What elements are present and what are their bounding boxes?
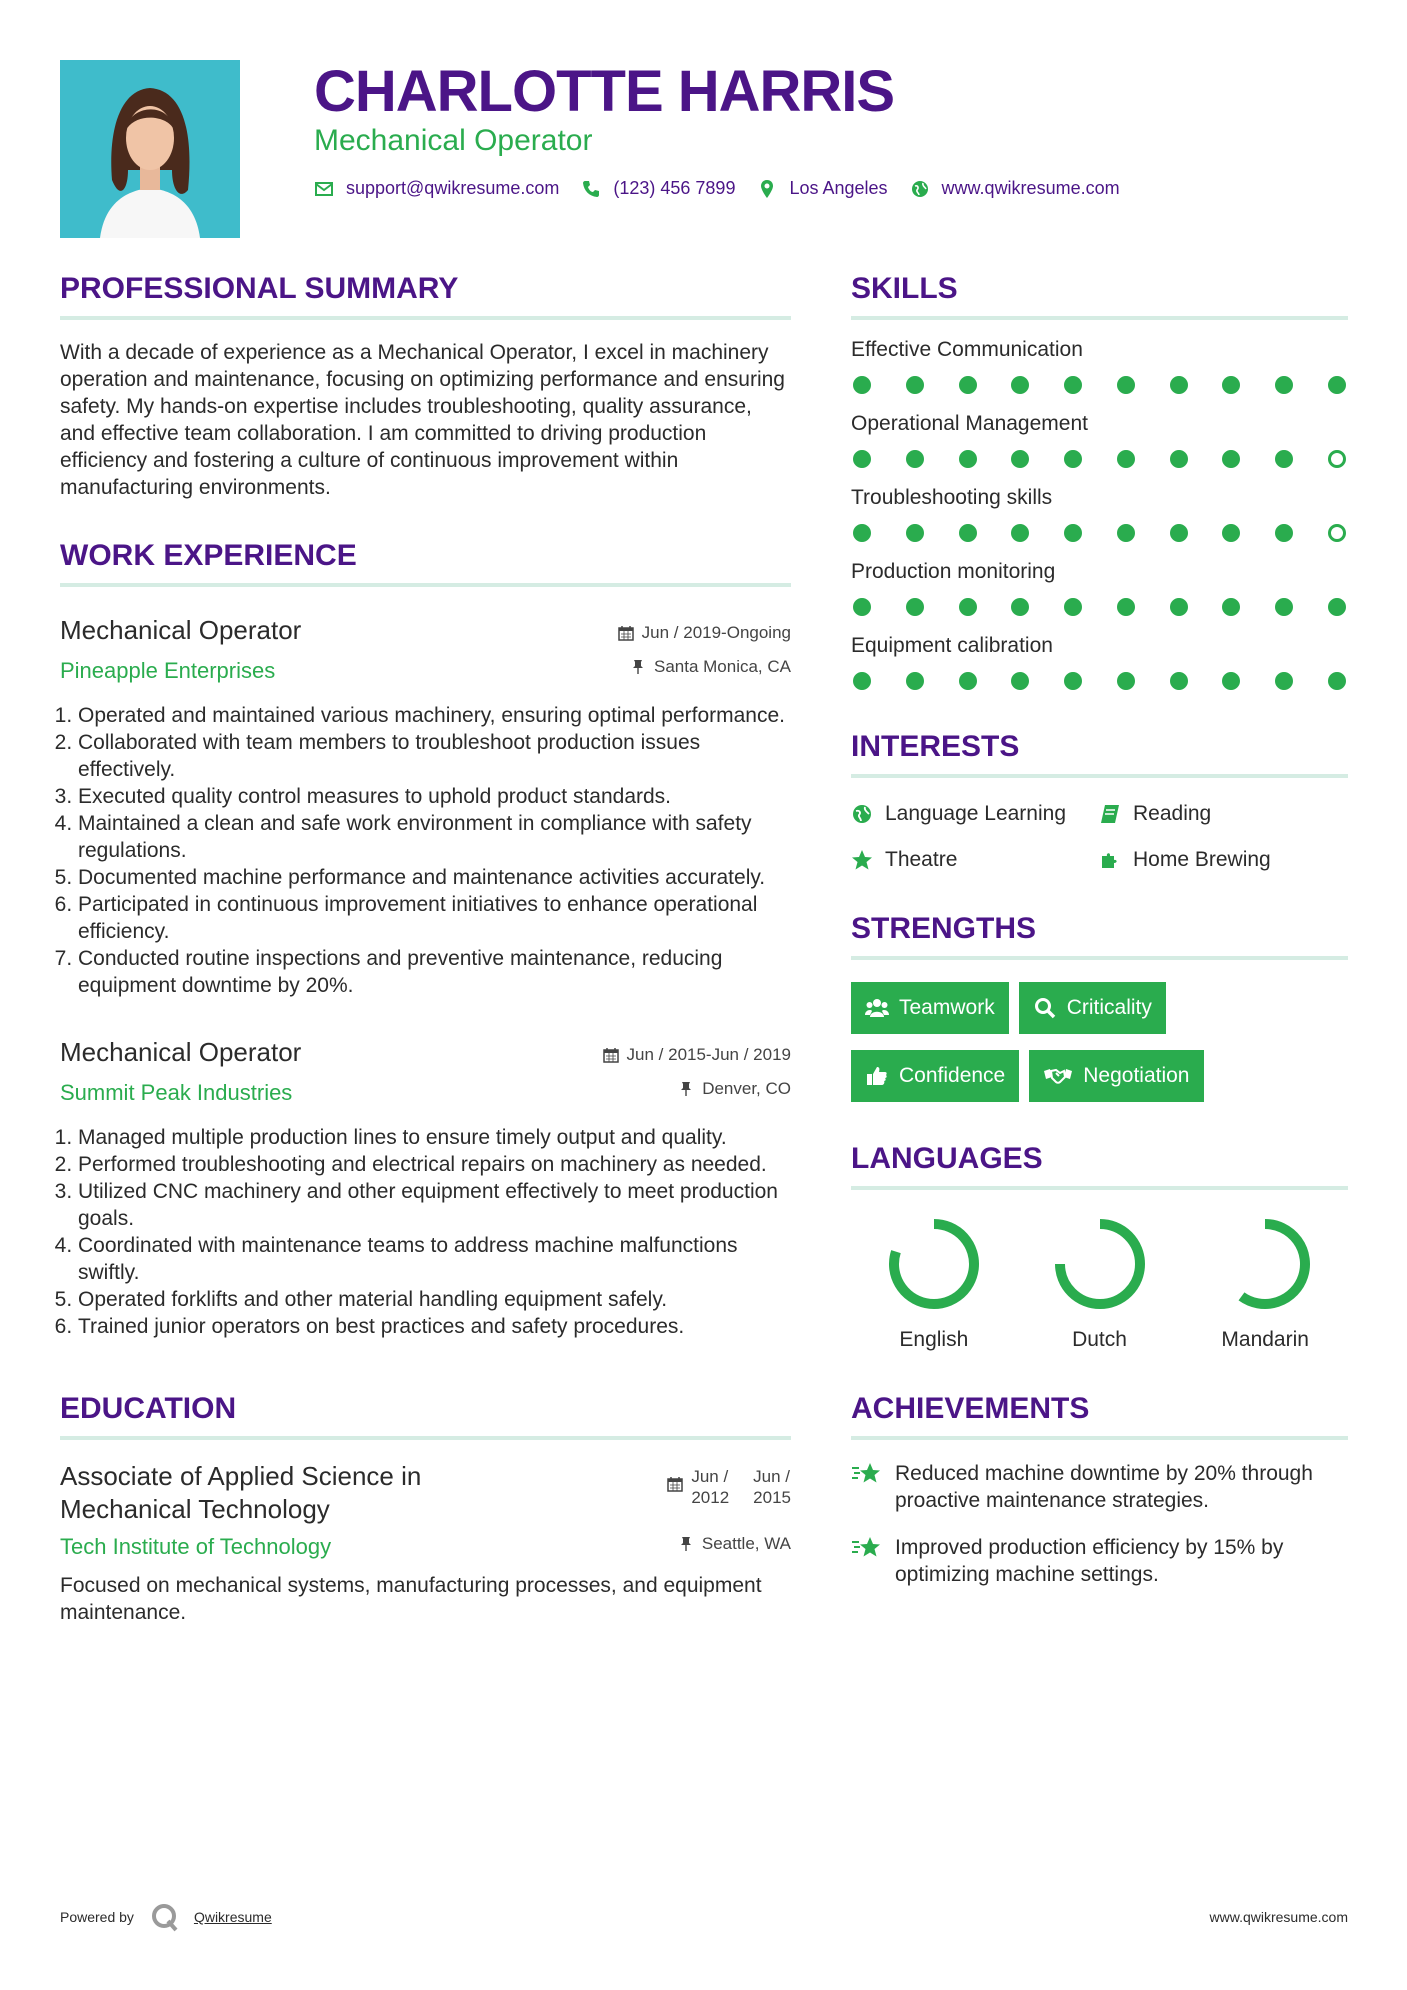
strength-label: Teamwork [899, 996, 995, 1019]
achievements-list [851, 1460, 1348, 1588]
right-column [851, 272, 1348, 1588]
skill-dot-filled [959, 672, 977, 690]
skill-dot-filled [1064, 376, 1082, 394]
skill-dot-filled [1275, 376, 1293, 394]
skill-dot-filled [906, 598, 924, 616]
list-item: 1. Managed multiple production lines to ensure timely output and quality. [78, 1124, 791, 1151]
skill-dot-filled [906, 376, 924, 394]
interest-label: Theatre [885, 848, 958, 871]
globe-icon [910, 179, 930, 199]
job-duties-list [60, 702, 791, 999]
skill-rating [851, 598, 1348, 616]
job-entry [60, 615, 791, 999]
job-entry-date [618, 623, 791, 643]
skill-dot-filled [959, 376, 977, 394]
education-heading: EDUCATION [60, 1392, 791, 1440]
skill-item [851, 338, 1348, 394]
achievement-item [851, 1460, 1348, 1514]
skill-dot-filled [1011, 376, 1029, 394]
skill-dot-filled [1011, 598, 1029, 616]
skill-item [851, 486, 1348, 542]
skill-rating [851, 672, 1348, 690]
job-entry-location-text: Denver, CO [702, 1079, 791, 1098]
job-entry-company: Summit Peak Industries [60, 1080, 293, 1105]
skill-item [851, 560, 1348, 616]
powered-by-label: Powered by [60, 1909, 134, 1925]
education-end-month: Jun / [753, 1467, 791, 1486]
phone-icon [581, 179, 601, 199]
contact-phone[interactable]: (123) 456 7899 [613, 178, 736, 198]
skill-dot-filled [1222, 524, 1240, 542]
handshake-icon [1043, 1065, 1073, 1087]
left-column [60, 272, 791, 1626]
skill-dot-filled [1117, 598, 1135, 616]
list-item: 3. Executed quality control measures to uphold product standards. [78, 783, 791, 810]
skill-label: Troubleshooting skills [851, 486, 1053, 509]
education-description: Focused on mechanical systems, manufacturing processes, and equipment maintenance. [60, 1574, 762, 1624]
skill-dot-filled [1011, 672, 1029, 690]
strength-label: Negotiation [1083, 1064, 1190, 1087]
interests-heading: INTERESTS [851, 730, 1348, 778]
interest-item [851, 802, 1099, 826]
education-degree: Associate of Applied Science in Mechanical Technology [60, 1461, 422, 1524]
language-level-arc [1242, 1224, 1306, 1304]
interests-list [851, 802, 1348, 872]
job-title: Mechanical Operator [314, 124, 593, 157]
list-item: 2. Collaborated with team members to troubleshoot production issues effectively. [78, 729, 791, 783]
skill-dot-filled [1064, 524, 1082, 542]
skill-dot-filled [1170, 598, 1188, 616]
language-name: English [899, 1328, 969, 1351]
achievements-heading: ACHIEVEMENTS [851, 1392, 1348, 1440]
profile-photo [60, 60, 240, 238]
footer-website[interactable]: www.qwikresume.com [1209, 1909, 1348, 1925]
language-name: Dutch [1072, 1328, 1127, 1351]
job-entry-date [603, 1045, 791, 1065]
skill-dot-filled [1011, 524, 1029, 542]
skill-dot-filled [853, 450, 871, 468]
strength-chip [1029, 1050, 1203, 1102]
interest-label: Reading [1133, 802, 1212, 825]
search-icon [1033, 997, 1057, 1019]
skill-rating [851, 450, 1348, 468]
language-level-arc [894, 1224, 974, 1304]
language-level-ring [1050, 1214, 1150, 1314]
language-level-arc [1060, 1224, 1140, 1304]
thumbs-up-icon [865, 1065, 889, 1087]
skill-dot-filled [1275, 672, 1293, 690]
skill-dot-empty [1328, 524, 1346, 542]
skill-dot-filled [1328, 598, 1346, 616]
strengths-list [851, 982, 1271, 1102]
education-start-month: Jun / [691, 1467, 729, 1486]
skill-dot-filled [1117, 450, 1135, 468]
language-level-ring [884, 1214, 984, 1314]
skill-dot-filled [959, 524, 977, 542]
skill-dot-filled [1328, 376, 1346, 394]
education-end-year: 2015 [753, 1488, 791, 1507]
skill-label: Effective Communication [851, 338, 1083, 361]
skill-dot-filled [906, 450, 924, 468]
job-entry-date-text: Jun / 2019-Ongoing [641, 623, 791, 642]
skills-heading: SKILLS [851, 272, 1348, 320]
skill-dot-filled [1170, 672, 1188, 690]
skill-dot-filled [1222, 376, 1240, 394]
skill-rating [851, 376, 1348, 394]
skill-dot-filled [1170, 450, 1188, 468]
skill-dot-filled [1011, 450, 1029, 468]
calendar-icon [618, 625, 634, 641]
footer-powered-by [60, 1902, 272, 1932]
achievement-item [851, 1534, 1348, 1588]
summary-text: With a decade of experience as a Mechanical Operator, I excel in machinery operation and maintenance, focusing on optimizing performance and ensuring safety. My hands-on expertise includes troubleshooting, quality assurance, and effective team collaboration. I am committed to driving production efficiency and fostering a culture of continuous improvement within manufacturing environments. [60, 341, 785, 499]
interest-label: Language Learning [885, 802, 1067, 825]
strength-label: Confidence [899, 1064, 1006, 1087]
strength-chip [1019, 982, 1166, 1034]
globe-icon [851, 803, 873, 825]
education-school: Tech Institute of Technology [60, 1534, 332, 1559]
skill-item [851, 634, 1348, 690]
skill-dot-filled [1222, 672, 1240, 690]
interest-item [1099, 802, 1348, 826]
list-item: 6. Participated in continuous improvement initiatives to enhance operational efficiency. [78, 891, 791, 945]
skill-dot-filled [1275, 524, 1293, 542]
skill-dot-filled [853, 524, 871, 542]
skill-dot-filled [1222, 450, 1240, 468]
education-entry [60, 1460, 791, 1626]
summary-heading: PROFESSIONAL SUMMARY [60, 272, 791, 320]
strength-label: Criticality [1066, 996, 1152, 1019]
strength-chip [851, 1050, 1019, 1102]
candidate-name: CHARLOTTE HARRIS [314, 59, 895, 124]
languages-heading: LANGUAGES [851, 1142, 1348, 1190]
users-icon [865, 997, 889, 1019]
trophy-star-icon [851, 1460, 883, 1488]
skill-dot-filled [1064, 672, 1082, 690]
skill-dot-filled [1064, 450, 1082, 468]
qwikresume-logo-icon [150, 1902, 180, 1932]
skill-dot-filled [853, 672, 871, 690]
skill-label: Equipment calibration [851, 634, 1053, 657]
envelope-icon [314, 179, 334, 199]
language-item [851, 1214, 1017, 1352]
skill-dot-filled [1170, 524, 1188, 542]
pin-icon [678, 1081, 694, 1097]
pin-icon [678, 1536, 694, 1552]
list-item: 1. Operated and maintained various machinery, ensuring optimal performance. [78, 702, 791, 729]
education-date [667, 1466, 791, 1508]
skill-label: Operational Management [851, 412, 1088, 435]
list-item: 7. Conducted routine inspections and preventive maintenance, reducing equipment downtime by 20%. [78, 945, 791, 999]
skill-dot-filled [1117, 376, 1135, 394]
puzzle-icon [1099, 849, 1121, 871]
trophy-star-icon [851, 1534, 883, 1562]
interest-label: Home Brewing [1133, 848, 1271, 871]
skills-list [851, 338, 1348, 690]
job-entry-title: Mechanical Operator [60, 1037, 302, 1067]
pin-icon [630, 659, 646, 675]
skill-dot-filled [853, 376, 871, 394]
language-name: Mandarin [1221, 1328, 1309, 1351]
job-duties-list [60, 1124, 791, 1340]
skill-dot-filled [1222, 598, 1240, 616]
calendar-icon [603, 1047, 619, 1063]
skill-dot-filled [906, 524, 924, 542]
skill-dot-filled [959, 450, 977, 468]
achievement-text: Reduced machine downtime by 20% through proactive maintenance strategies. [895, 1462, 1313, 1512]
map-marker-icon [757, 179, 777, 199]
book-icon [1099, 803, 1121, 825]
language-level-ring [1215, 1214, 1315, 1314]
skill-dot-filled [1275, 450, 1293, 468]
skill-dot-filled [906, 672, 924, 690]
job-entry-location [678, 1079, 791, 1099]
languages-list [851, 1214, 1348, 1352]
skill-rating [851, 524, 1348, 542]
list-item: 5. Documented machine performance and maintenance activities accurately. [78, 864, 791, 891]
qwikresume-link[interactable]: Qwikresume [193, 1909, 272, 1925]
skill-dot-filled [1170, 376, 1188, 394]
interest-item [1099, 848, 1348, 872]
contact-email[interactable]: support@qwikresume.com [346, 178, 560, 198]
job-entry-location-text: Santa Monica, CA [653, 657, 791, 676]
skill-dot-filled [959, 598, 977, 616]
skill-item [851, 412, 1348, 468]
interest-item [851, 848, 1099, 872]
strengths-heading: STRENGTHS [851, 912, 1348, 960]
education-location-text: Seattle, WA [701, 1534, 791, 1553]
list-item: 3. Utilized CNC machinery and other equipment effectively to meet production goals. [78, 1178, 791, 1232]
skill-dot-filled [853, 598, 871, 616]
list-item: 4. Coordinated with maintenance teams to address machine malfunctions swiftly. [78, 1232, 791, 1286]
calendar-icon [667, 1476, 683, 1492]
list-item: 5. Operated forklifts and other material handling equipment safely. [78, 1286, 791, 1313]
list-item: 2. Performed troubleshooting and electrical repairs on machinery as needed. [78, 1151, 791, 1178]
education-location [678, 1534, 791, 1554]
contact-location: Los Angeles [789, 178, 888, 198]
education-start-year: 2012 [691, 1488, 730, 1507]
job-entry-location [630, 657, 791, 677]
achievement-text: Improved production efficiency by 15% by optimizing machine settings. [895, 1536, 1284, 1586]
skill-dot-empty [1328, 450, 1346, 468]
strength-chip [851, 982, 1009, 1034]
skill-dot-filled [1328, 672, 1346, 690]
skill-label: Production monitoring [851, 560, 1056, 583]
star-icon [851, 849, 873, 871]
contact-bar [314, 178, 1142, 199]
job-entry-title: Mechanical Operator [60, 615, 302, 645]
job-entry-company: Pineapple Enterprises [60, 658, 276, 683]
list-item: 4. Maintained a clean and safe work environment in compliance with safety regulations. [78, 810, 791, 864]
skill-dot-filled [1064, 598, 1082, 616]
list-item: 6. Trained junior operators on best practices and safety procedures. [78, 1313, 791, 1340]
job-entry-date-text: Jun / 2015-Jun / 2019 [626, 1045, 791, 1064]
language-item [1017, 1214, 1183, 1352]
skill-dot-filled [1117, 672, 1135, 690]
experience-heading: WORK EXPERIENCE [60, 539, 791, 587]
skill-dot-filled [1117, 524, 1135, 542]
language-item [1182, 1214, 1348, 1352]
contact-website[interactable]: www.qwikresume.com [941, 178, 1120, 198]
job-entry [60, 1037, 791, 1340]
skill-dot-filled [1275, 598, 1293, 616]
